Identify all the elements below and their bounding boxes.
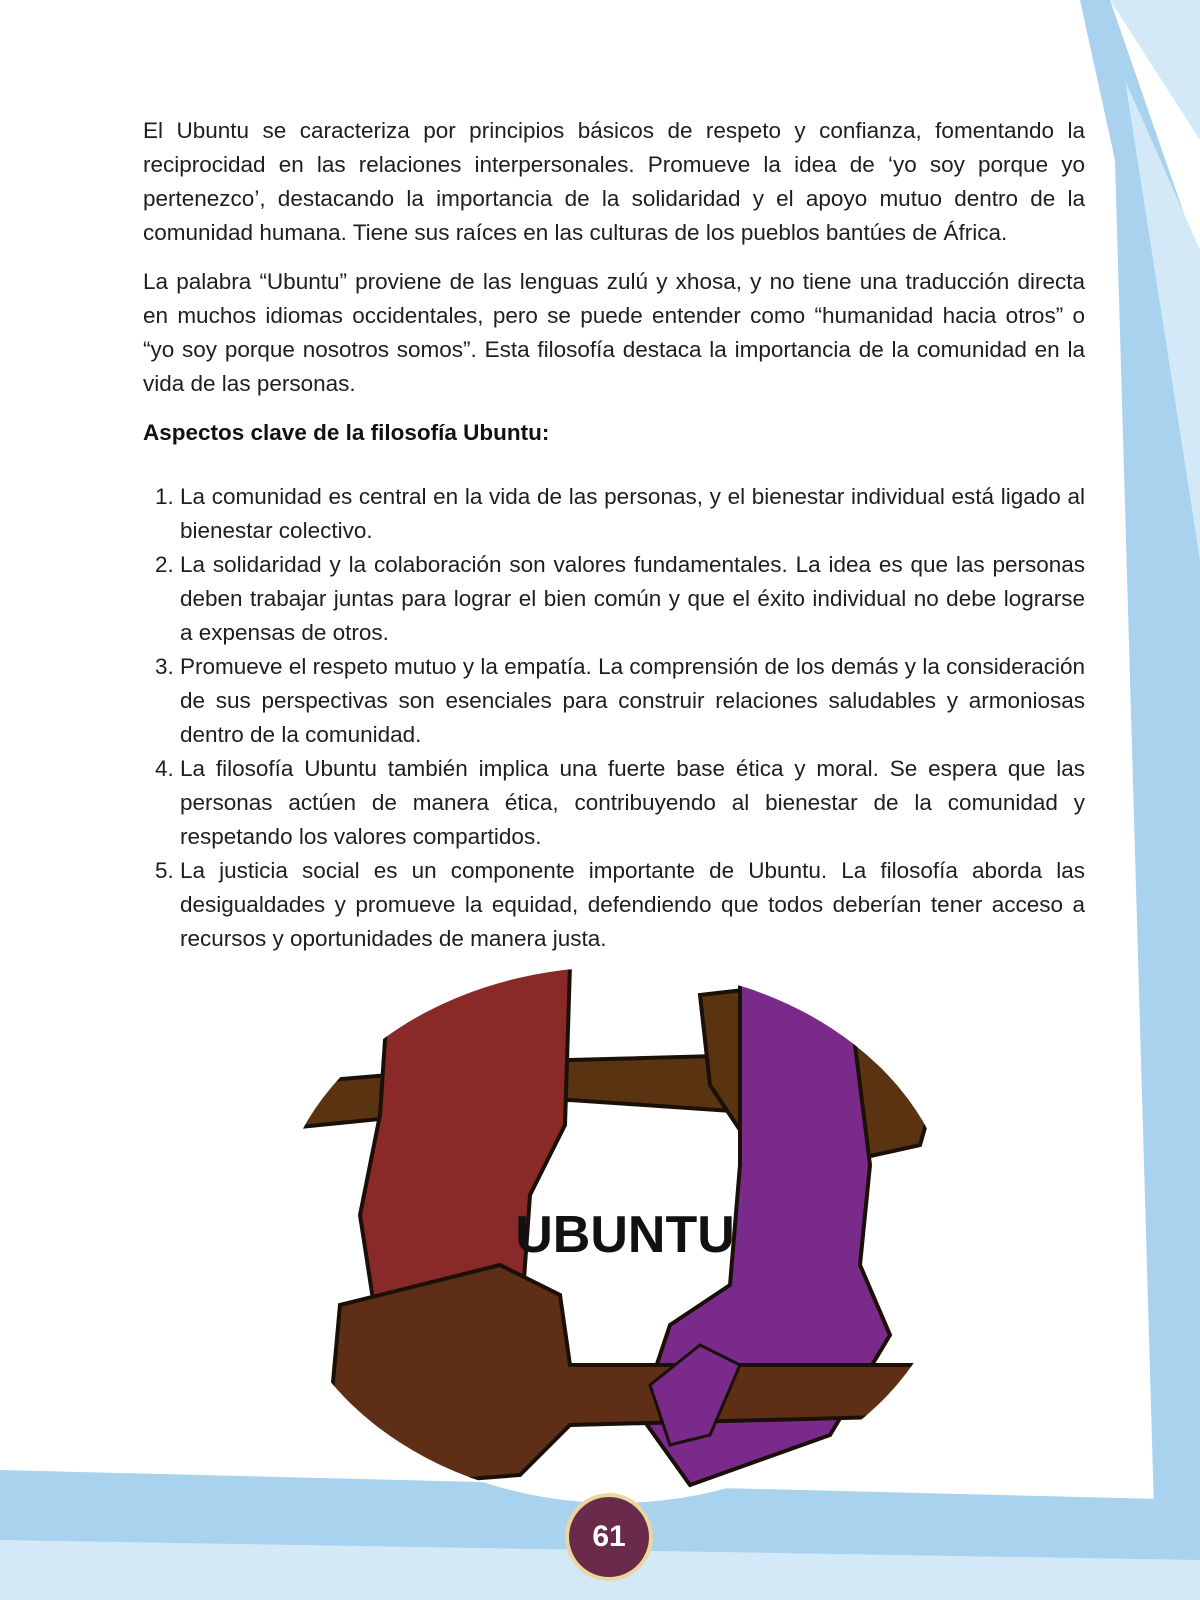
- page-content: [143, 114, 1085, 956]
- list-item: 2. La solidaridad y la colaboración son valores fundamentales. La idea es que las personas deben trabajar juntas para lograr el bien común y que el éxito individual no debe lograrse a expensas de otros.: [180, 548, 1085, 650]
- page-number: 61: [569, 1497, 649, 1577]
- etymology-paragraph: La palabra “Ubuntu” proviene de las lenguas zulú y xhosa, y no tiene una traducción directa en muchos idiomas occidentales, pero se puede entender como “humanidad hacia otros” o “yo soy porque nosotros somos”. Esta filosofía destaca la importancia de la comunidad en la vida de las personas.: [143, 269, 1085, 396]
- section-heading: Aspectos clave de la filosofía Ubuntu:: [143, 420, 550, 445]
- intro-paragraph: El Ubuntu se caracteriza por principios básicos de respeto y confianza, fomentando la reciprocidad en las relaciones interpersonales. Promueve la idea de ‘yo soy porque yo pertenezco’, destacando la importancia de la solidaridad y el apoyo mutuo dentro de la comunidad humana. Tiene sus raíces en las culturas de los pueblos bantúes de África.: [143, 118, 1085, 245]
- list-item: 3. Promueve el respeto mutuo y la empatía. La comprensión de los demás y la consideración de sus perspectivas son esenciales para construir relaciones saludables y armoniosas dentro de la comunidad.: [180, 650, 1085, 752]
- key-aspects-list: [143, 480, 1085, 956]
- list-item: 1. La comunidad es central en la vida de las personas, y el bienestar individual está ligado al bienestar colectivo.: [180, 480, 1085, 548]
- list-item: 4. La filosofía Ubuntu también implica una fuerte base ética y moral. Se espera que las personas actúen de manera ética, contribuyendo al bienestar de la comunidad y respetando los valores compartidos.: [180, 752, 1085, 854]
- page-number-badge: [565, 1493, 653, 1581]
- ubuntu-hands-illustration: [270, 965, 960, 1505]
- ubuntu-label: UBUNTU: [515, 1206, 735, 1264]
- list-item: 5. La justicia social es un componente importante de Ubuntu. La filosofía aborda las desigualdades y promueve la equidad, defendiendo que todos deberían tener acceso a recursos y oportunidades de manera justa.: [180, 854, 1085, 956]
